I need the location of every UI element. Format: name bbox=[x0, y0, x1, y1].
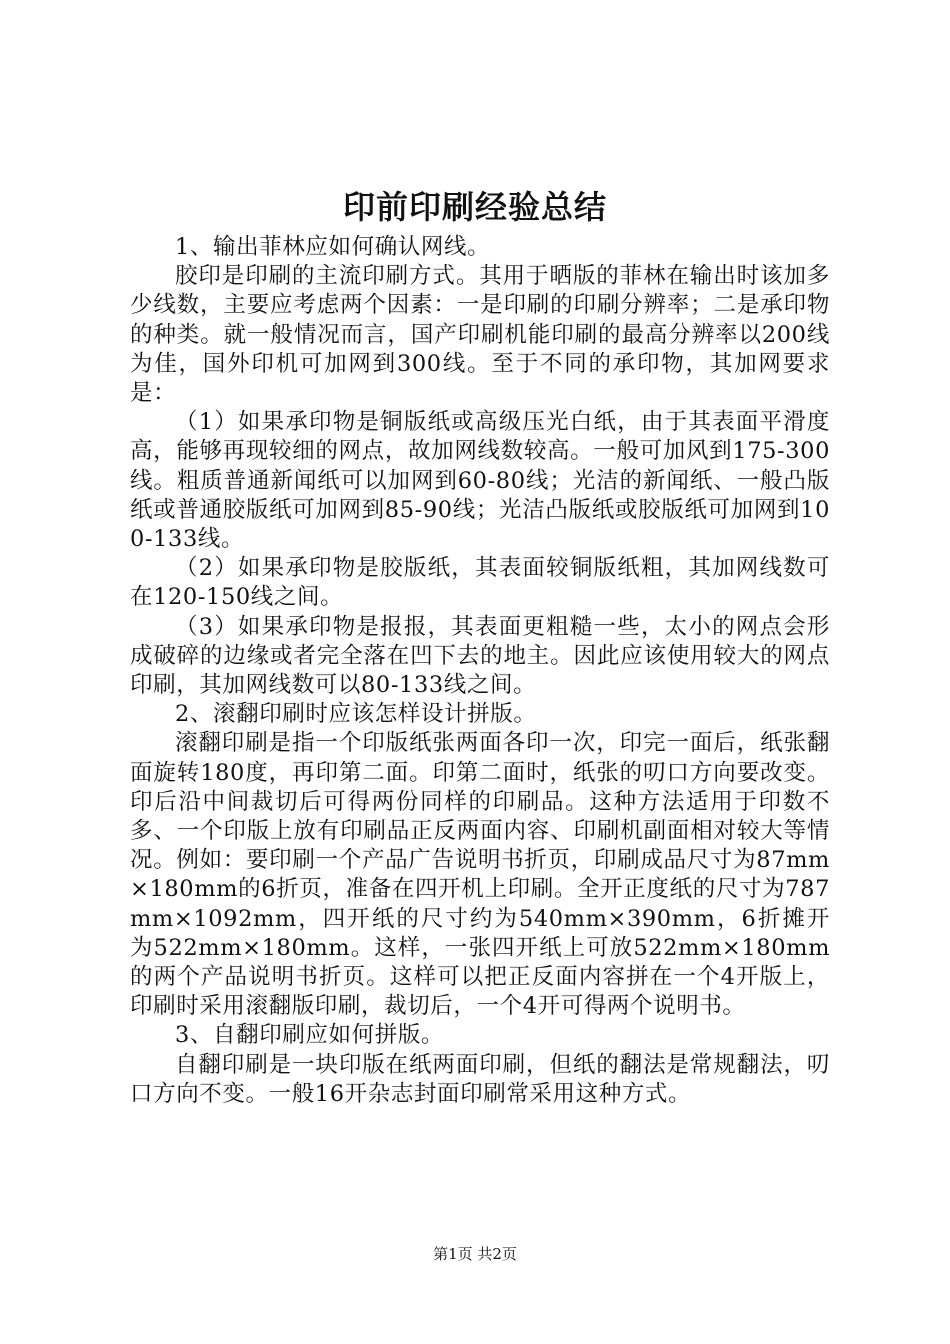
heading-3: 3、自翻印刷应如何拼版。 bbox=[175, 1022, 445, 1049]
document-title: 印前印刷经验总结 bbox=[342, 188, 607, 226]
list-item-2: （2）如果承印物是胶版纸，其表面较铜版纸粗，其加网线数可在120-150线之间。 bbox=[130, 555, 830, 611]
list-item-3: （3）如果承印物是报报，其表面更粗糙一些，太小的网点会形成破碎的边缘或者完全落在凹下去的地主。因此应该使用较大的网点印刷，其加网线数可以80-133线之间。 bbox=[130, 613, 830, 699]
list-item-1: （1）如果承印物是铜版纸或高级压光白纸，由于其表面平滑度高，能够再现较细的网点，故加网线数较高。一般可加风到175-300线。粗质普通新闻纸可以加网到60-80线；光洁的新闻纸、一般凸版纸或普通胶版纸可加网到85-90线；光洁凸版纸或胶版纸可加网到100-133线。 bbox=[130, 409, 830, 553]
heading-2: 2、滚翻印刷时应该怎样设计拼版。 bbox=[175, 701, 537, 728]
document-body bbox=[130, 233, 830, 1109]
paragraph: 胶印是印刷的主流印刷方式。其用于晒版的菲林在输出时该加多少线数，主要应考虑两个因素：一是印刷的印刷分辨率；二是承印物的种类。就一般情况而言，国产印刷机能印刷的最高分辨率以200线为佳，国外印机可加网到300线。至于不同的承印物，其加网要求是： bbox=[130, 263, 830, 407]
page-footer: 第1页 共2页 bbox=[433, 1245, 517, 1263]
heading-1: 1、输出菲林应如何确认网线。 bbox=[175, 234, 491, 260]
paragraph: 滚翻印刷是指一个印版纸张两面各印一次，印完一面后，纸张翻面旋转180度，再印第二面。印第二面时，纸张的叨口方向要改变。印后沿中间裁切后可得两份同样的印刷品。这种方法适用于印数不多、一个印版上放有印刷品正反两面内容、印刷机副面相对较大等情况。例如：要印刷一个产品广告说明书折页，印刷成品尺寸为87mm×180mm的6折页，准备在四开机上印刷。全开正度纸的尺寸为787mm×1092mm，四开纸的尺寸约为540mm×390mm，6折摊开为522mm×180mm。这样，一张四开纸上可放522mm×180mm的两个产品说明书折页。这样可以把正反面内容拼在一个4开版上，印刷时采用滚翻版印刷，裁切后，一个4开可得两个说明书。 bbox=[130, 730, 830, 1020]
paragraph: 自翻印刷是一块印版在纸两面印刷，但纸的翻法是常规翻法，叨口方向不变。一般16开杂志封面印刷常采用这种方式。 bbox=[130, 1051, 830, 1107]
